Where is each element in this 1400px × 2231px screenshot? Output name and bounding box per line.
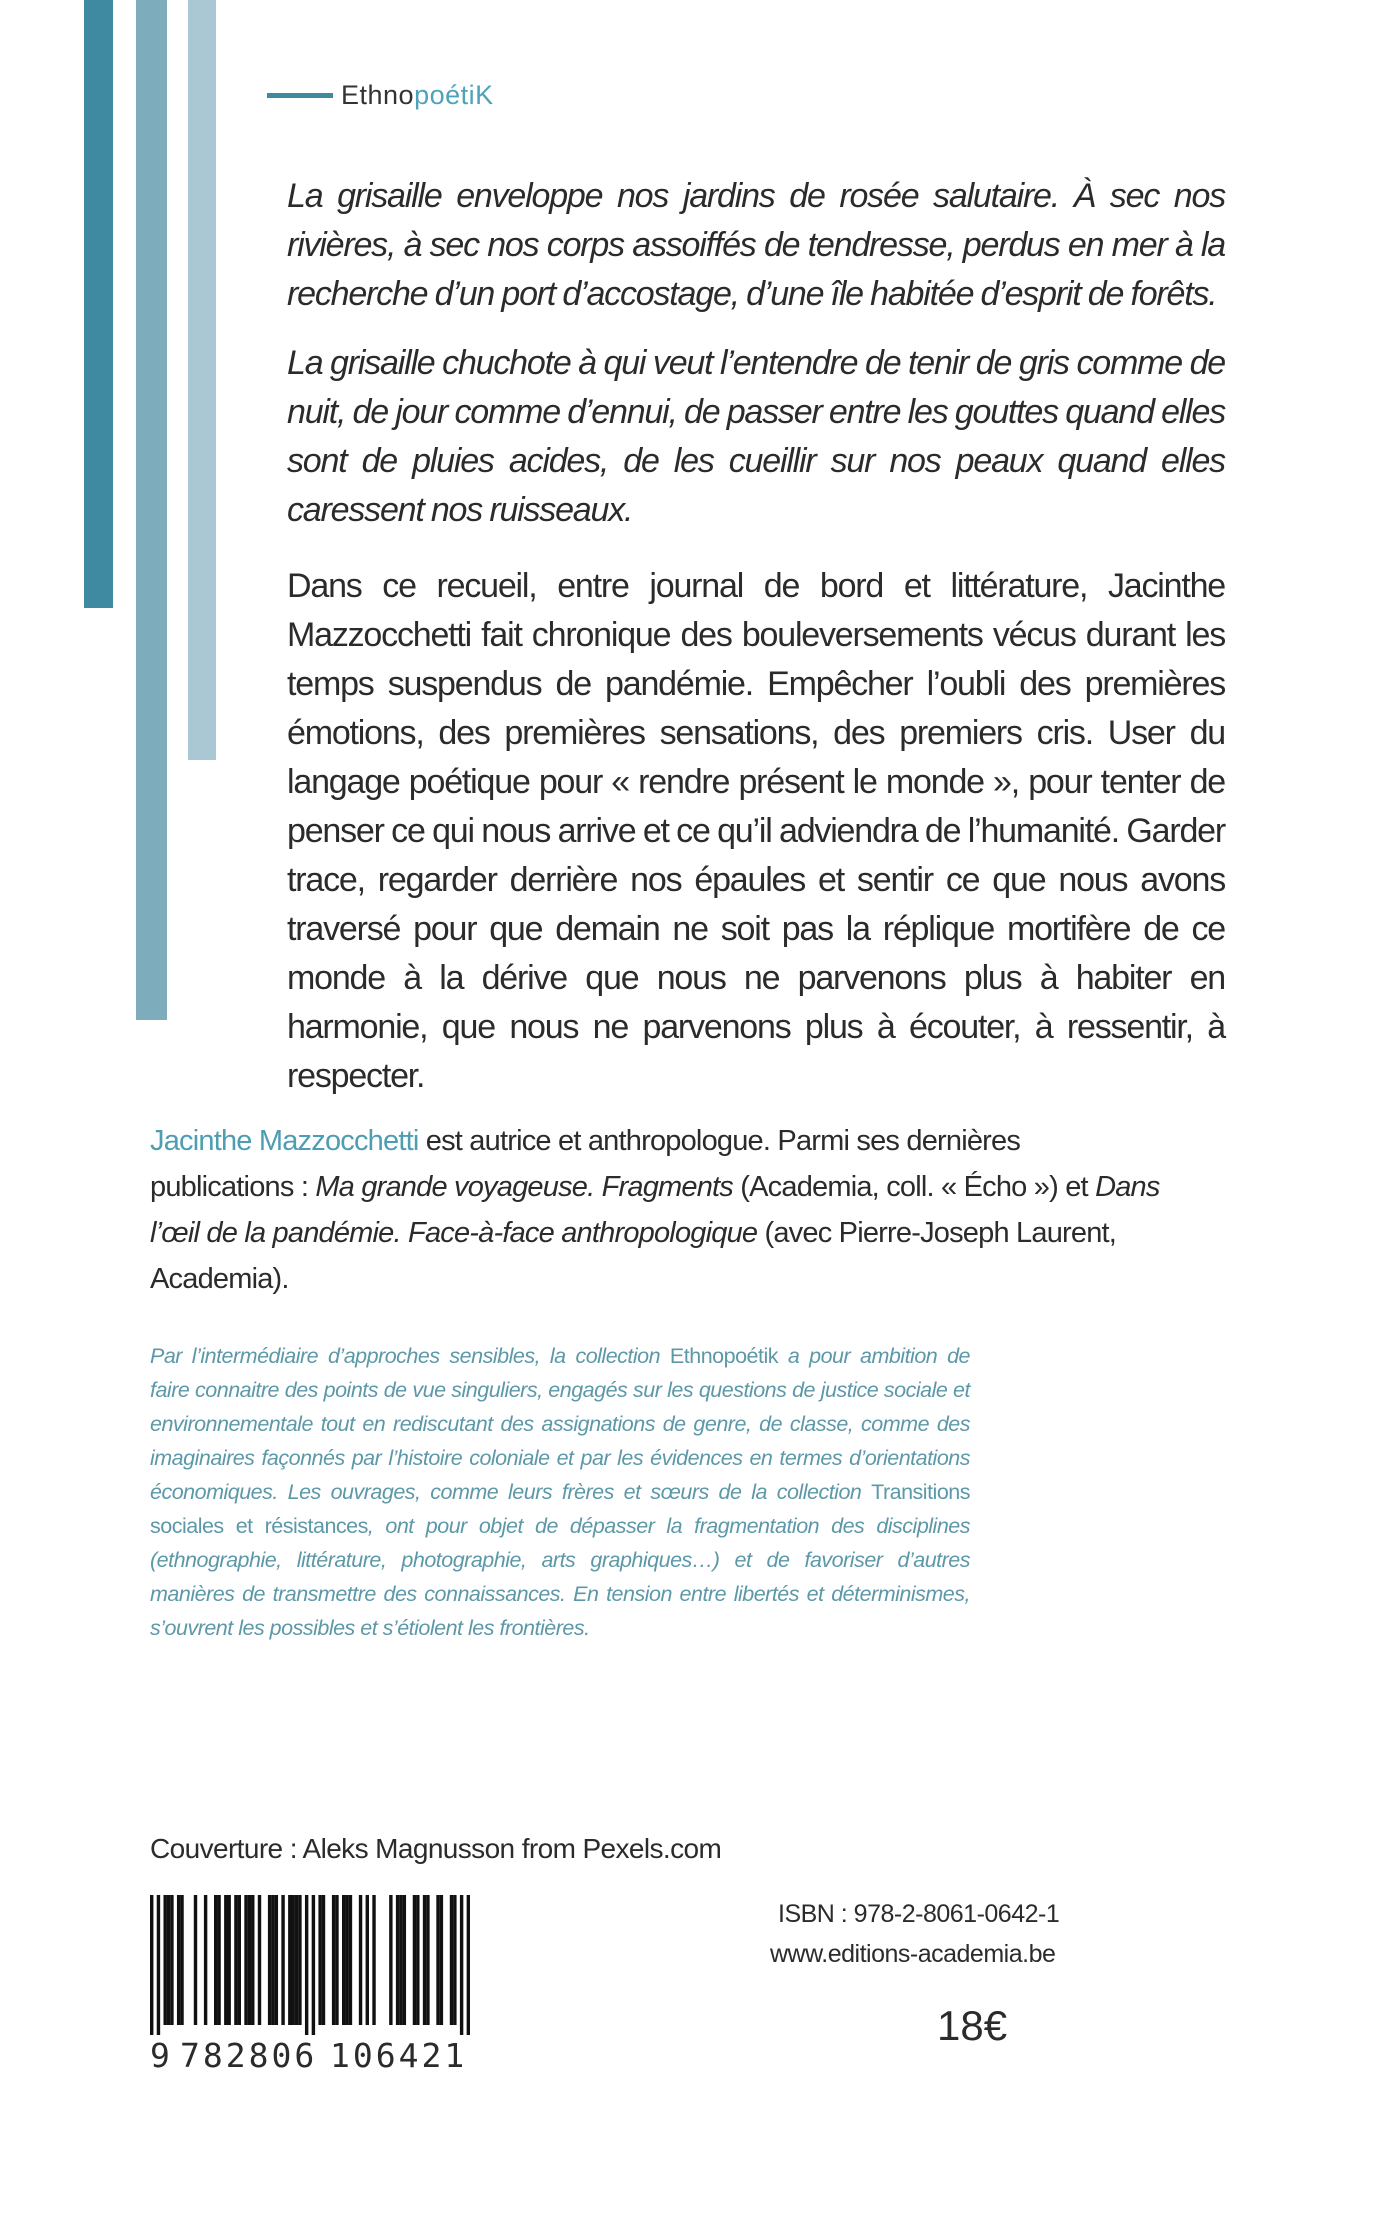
barcode-bar — [423, 1895, 426, 2025]
barcode — [150, 1895, 470, 2035]
price: 18€ — [937, 2002, 1008, 2049]
barcode-bar — [322, 1895, 325, 2025]
collection-text-1: Par l’intermédiaire d’approches sensibles, la collection — [150, 1344, 670, 1368]
author-bio — [150, 1118, 1170, 1302]
barcode-bar — [244, 1895, 247, 2025]
barcode-bar — [180, 1895, 183, 2025]
barcode-bar — [416, 1895, 419, 2025]
author-name: Jacinthe Mazzocchetti — [150, 1125, 419, 1157]
barcode-bar — [224, 1895, 227, 2025]
barcode-bar — [251, 1895, 254, 2025]
barcode-bar — [366, 1895, 369, 2025]
barcode-bar — [335, 1895, 338, 2025]
logo-text — [341, 80, 494, 111]
barcode-bar — [204, 1895, 207, 2025]
barcode-bar — [214, 1895, 217, 2025]
barcode-bar — [399, 1895, 402, 2025]
collection-text-2: a pour ambition de faire connaitre des points de vue singuliers, engagés sur les questions de justice sociale et environnementale tout en rediscutant des assignations de genre, de classe, comme des imaginaires façonnés par l’histoire coloniale et par les évidences en termes d’orientations économiques. Les ouvrages, comme leurs frères et sœurs de la collection — [150, 1344, 970, 1504]
blurb-text-3: Dans ce recueil, entre journal de bord et littérature, Jacinthe Mazzocchetti fait chronique des bouleversements vécus durant les temps suspendus de pandémie. Empêcher l’oubli des premières émotions, des premières sensations, des premiers cris. User du langage poétique pour « rendre présent le monde », pour tenter de penser ce qui nous arrive et ce qu’il adviendra de l’humanité. Garder trace, regarder derrière nos épaules et sentir ce que nous avons traversé pour que demain ne soit pas la réplique mortifère de ce monde à la dérive que nous ne parvenons plus à habiter en harmonie, que nous ne parvenons plus à écouter, à ressentir, à respecter. — [287, 567, 1225, 1095]
barcode-bar — [389, 1895, 392, 2025]
barcode-bar — [291, 1895, 294, 2025]
publication-title-1: Ma grande voyageuse. Fragments — [315, 1171, 734, 1203]
cover-credit: Couverture : Aleks Magnusson from Pexels.com — [150, 1833, 722, 1864]
barcode-group-left: 782806 — [180, 2036, 318, 2075]
barcode-bar — [238, 1895, 241, 2025]
barcode-bar — [258, 1895, 261, 2025]
barcode-bar — [436, 1895, 439, 2025]
blurb-text-1: La grisaille enveloppe nos jardins de rosée salutaire. À sec nos rivières, à sec nos corps assoiffés de tendresse, perdus en mer à la recherche d’un port d’accostage, d’une île habitée d’esprit de forêts. — [287, 177, 1225, 313]
decorative-bar-dark — [84, 0, 113, 608]
blurb-text-2: La grisaille chuchote à qui veut l’entendre de tenir de gris comme de nuit, de jour comme d’ennui, de passer entre les gouttes quand elles sont de pluies acides, de les cueillir sur nos peaux quand elles caressent nos ruisseaux. — [287, 344, 1225, 529]
barcode-bar — [312, 1895, 315, 2035]
barcode-bar — [194, 1895, 197, 2025]
barcode-bar — [318, 1895, 321, 2025]
author-bio-text-2: (Academia, coll. « Écho ») et — [733, 1171, 1096, 1203]
author-bio-text-1: est autrice et anthropologue. Parmi ses dernières publications : — [150, 1125, 1021, 1203]
barcode-bar — [288, 1895, 291, 2025]
barcode-bar — [342, 1895, 345, 2025]
blurb-paragraph-3 — [287, 562, 1225, 1101]
barcode-bar — [349, 1895, 352, 2025]
publisher-website: www.editions-academia.be — [770, 1940, 1056, 1968]
barcode-bar — [305, 1895, 308, 2035]
barcode-group-right: 106421 — [330, 2036, 468, 2075]
barcode-bar — [298, 1895, 301, 2025]
barcode-bar — [227, 1895, 230, 2025]
blurb-paragraph-2 — [287, 339, 1225, 535]
barcode-bar — [359, 1895, 362, 2025]
isbn: ISBN : 978-2-8061-0642-1 — [778, 1900, 1060, 1928]
barcode-bar — [460, 1895, 463, 2035]
barcode-bar — [150, 1895, 153, 2035]
barcode-bar — [157, 1895, 160, 2035]
barcode-bar — [413, 1895, 416, 2025]
collection-description — [150, 1339, 970, 1645]
barcode-bar — [248, 1895, 251, 2025]
barcode-bar — [271, 1895, 274, 2025]
barcode-digit-first: 9 — [150, 2036, 170, 2075]
barcode-bar — [217, 1895, 220, 2025]
barcode-bar — [268, 1895, 271, 2025]
barcode-bar — [295, 1895, 298, 2025]
other-collection-name: Transitions sociales et résistances — [150, 1480, 970, 1538]
publication-title-2: Dans l’œil de la pandémie. Face-à-face anthropologique — [150, 1171, 1160, 1249]
decorative-bar-medium — [136, 0, 167, 1020]
barcode-bar — [345, 1895, 348, 2025]
barcode-bar — [426, 1895, 429, 2025]
barcode-bar — [167, 1895, 170, 2025]
collection-text-3: , ont pour objet de dépasser la fragmentation des disciplines (ethnographie, littérature, photographie, arts graphiques…) et de favoriser d’autres manières de transmettre des connaissances. En tension entre libertés et déterminismes, s’ouvrent les possibles et s’étiolent les frontières. — [150, 1514, 970, 1640]
barcode-bar — [453, 1895, 456, 2025]
author-bio-text-3: (avec Pierre-Joseph Laurent, Academia). — [150, 1217, 1117, 1295]
decorative-bar-light — [188, 0, 216, 760]
logo-line — [267, 93, 333, 98]
collection-logo — [267, 79, 494, 111]
barcode-digits — [150, 2037, 480, 2075]
logo-text-ethno: Ethno — [341, 79, 415, 110]
barcode-bar — [281, 1895, 284, 2025]
barcode-bar — [177, 1895, 180, 2025]
barcode-bar — [163, 1895, 166, 2025]
barcode-bar — [170, 1895, 173, 2025]
barcode-bar — [275, 1895, 278, 2025]
logo-text-poetik: poétiK — [414, 79, 494, 110]
barcode-bar — [403, 1895, 406, 2025]
barcode-bar — [440, 1895, 443, 2025]
barcode-bar — [396, 1895, 399, 2025]
barcode-bar — [372, 1895, 375, 2025]
barcode-bar — [332, 1895, 335, 2025]
collection-name: Ethnopoétik — [669, 1344, 778, 1368]
blurb-paragraph-1 — [287, 172, 1225, 319]
barcode-bar — [467, 1895, 470, 2035]
barcode-bar — [450, 1895, 453, 2025]
barcode-bar — [234, 1895, 237, 2025]
